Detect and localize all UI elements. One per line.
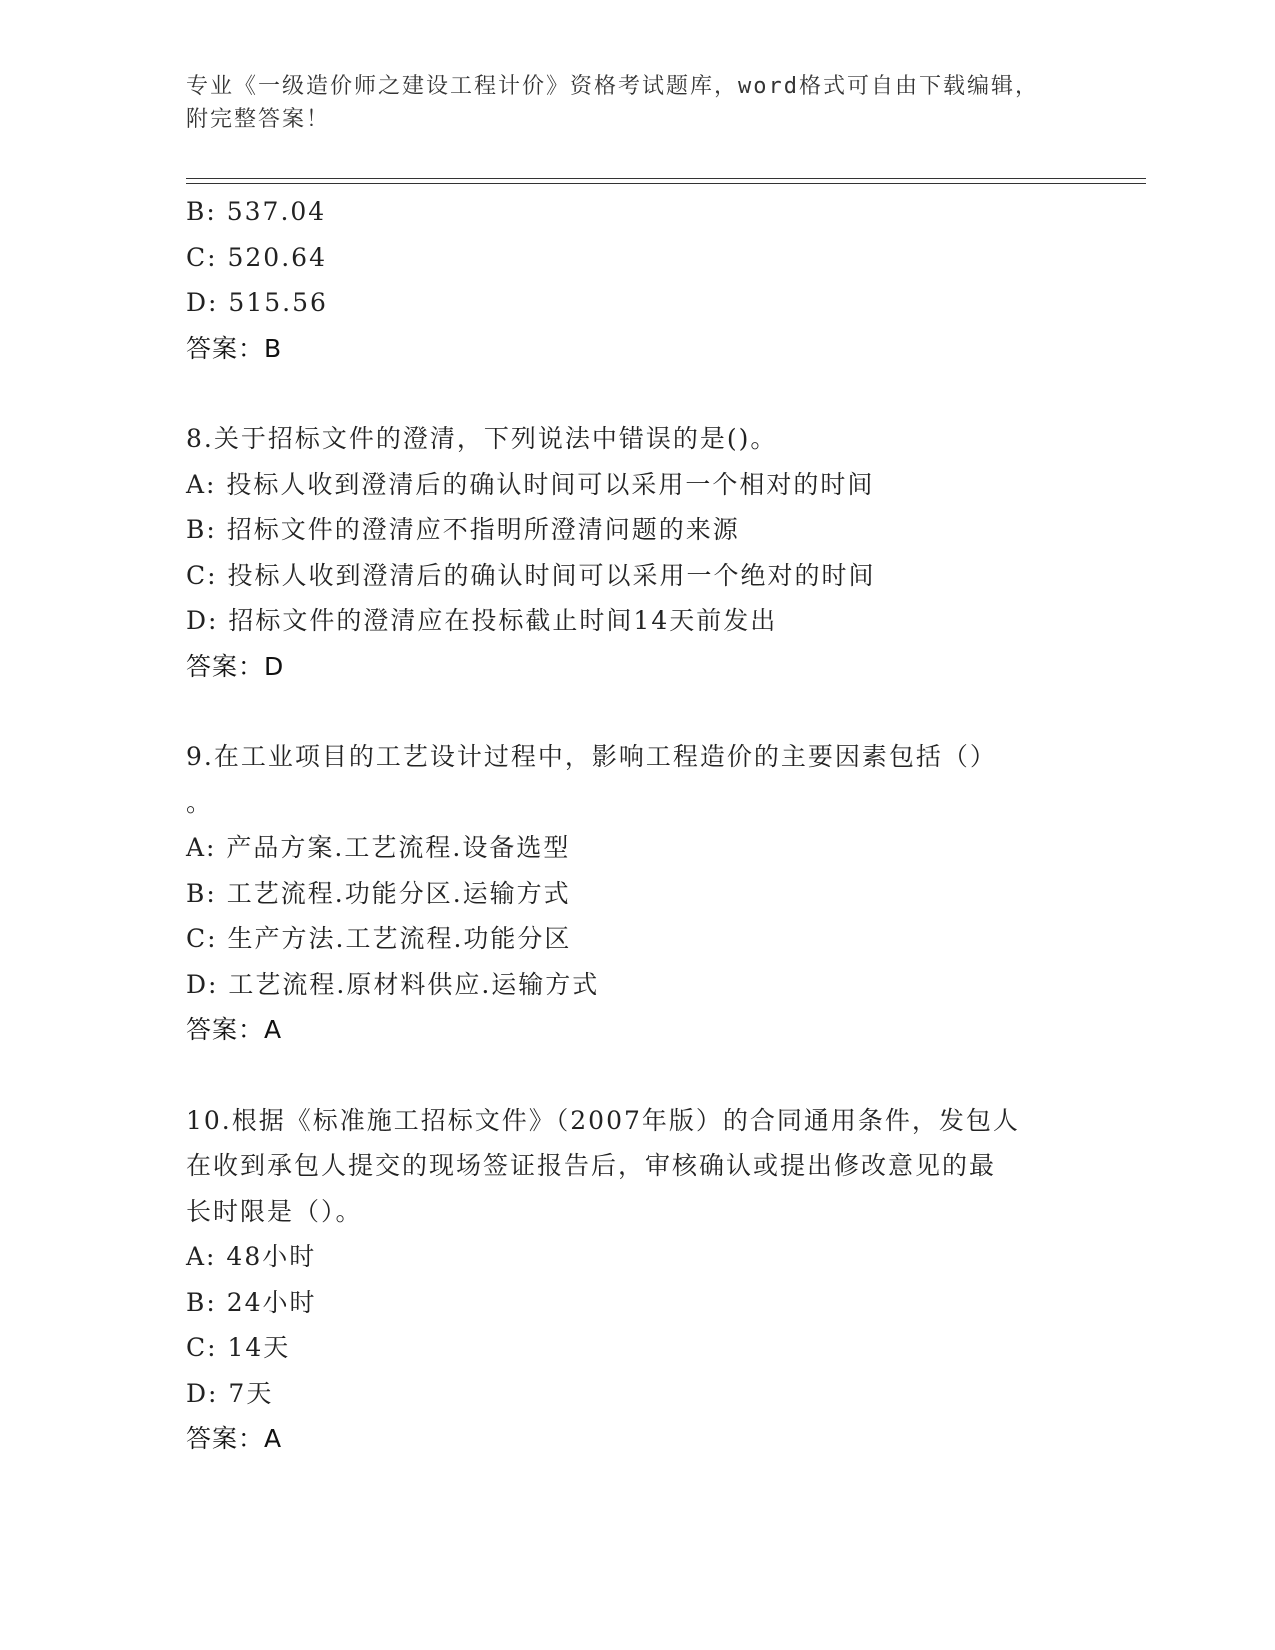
option-b: B: 24小时 <box>186 1287 317 1317</box>
question-stem-line-1: 9.在工业项目的工艺设计过程中，影响工程造价的主要因素包括（） <box>186 742 997 771</box>
option-d: D: 招标文件的澄清应在投标截止时间14天前发出 <box>186 606 778 635</box>
question-9 <box>186 734 1106 1053</box>
question-spacer <box>186 689 1106 734</box>
option-b: B: 工艺流程.功能分区.运输方式 <box>186 878 571 908</box>
header-divider-top <box>186 178 1146 179</box>
question-spacer <box>186 371 1106 416</box>
header-divider-bottom <box>186 183 1146 184</box>
option-c: C: 520.64 <box>186 242 327 272</box>
document-header <box>186 70 1146 136</box>
question-stem-line-2: 在收到承包人提交的现场签证报告后，审核确认或提出修改意见的最 <box>186 1151 997 1180</box>
question-stem-line-1: 10.根据《标准施工招标文件》（2007年版）的合同通用条件，发包人 <box>186 1105 1020 1135</box>
answer-line: 答案：D <box>186 651 285 681</box>
option-c: C: 投标人收到澄清后的确认时间可以采用一个绝对的时间 <box>186 560 876 590</box>
question-stem: 8.关于招标文件的澄清，下列说法中错误的是()。 <box>186 424 778 453</box>
option-c: C: 生产方法.工艺流程.功能分区 <box>186 924 572 953</box>
option-b: B: 537.04 <box>186 197 327 226</box>
option-a: A: 48小时 <box>186 1242 317 1271</box>
question-7-tail <box>186 189 1106 371</box>
question-stem-line-2: 。 <box>186 787 214 817</box>
option-c: C: 14天 <box>186 1333 291 1362</box>
answer-line: 答案：A <box>186 1015 283 1044</box>
question-8 <box>186 416 1106 689</box>
option-a: A: 投标人收到澄清后的确认时间可以采用一个相对的时间 <box>186 469 875 499</box>
header-line-2: 附完整答案！ <box>186 107 331 132</box>
header-line-1: 专业《一级造价师之建设工程计价》资格考试题库，word格式可自由下载编辑， <box>186 74 1039 99</box>
answer-line: 答案：B <box>186 333 283 363</box>
answer-line: 答案：A <box>186 1424 283 1453</box>
option-d: D: 515.56 <box>186 288 328 317</box>
question-spacer <box>186 1053 1106 1098</box>
option-d: D: 工艺流程.原材料供应.运输方式 <box>186 969 600 999</box>
option-d: D: 7天 <box>186 1378 274 1408</box>
option-b: B: 招标文件的澄清应不指明所澄清问题的来源 <box>186 515 740 544</box>
question-stem-line-3: 长时限是（）。 <box>186 1196 363 1226</box>
option-a: A: 产品方案.工艺流程.设备选型 <box>186 833 571 862</box>
question-10 <box>186 1098 1106 1462</box>
question-list <box>186 189 1106 1462</box>
